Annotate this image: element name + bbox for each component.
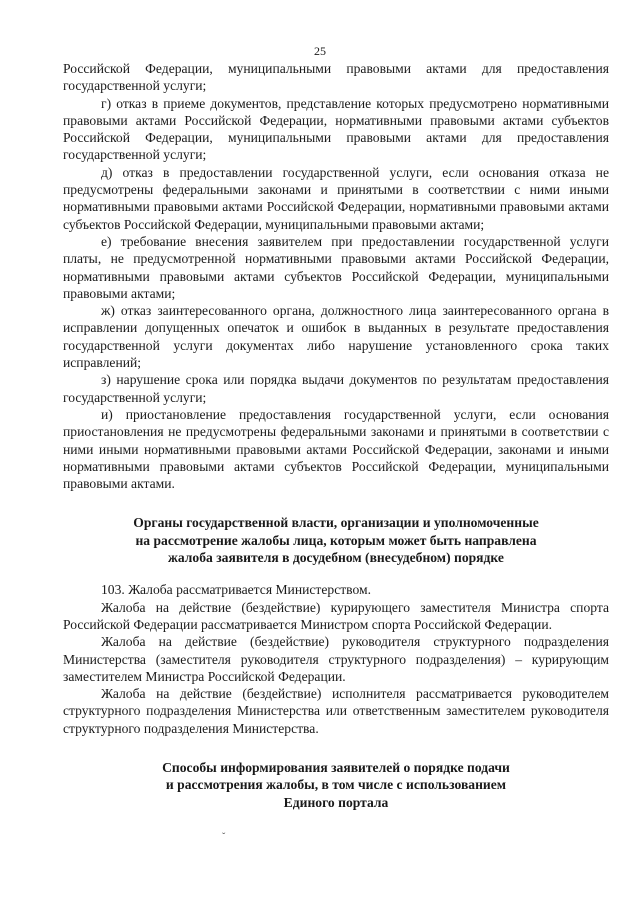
paragraph-item-z: з) нарушение срока или порядка выдачи документов по результатам предоставления государственной услуги; bbox=[63, 372, 609, 405]
spacer bbox=[63, 566, 609, 581]
section-heading-complaint-bodies bbox=[63, 514, 609, 566]
spacer bbox=[63, 737, 609, 759]
paragraph-item-e: е) требование внесения заявителем при предоставлении государственной услуги платы, не предусмотренной нормативными правовыми актами Российской Федерации, нормативными правовыми актами субъектов Российской Федерации, муниципальными правовыми актами; bbox=[63, 233, 609, 301]
page-number: 25 bbox=[314, 44, 326, 58]
paragraph-item-d: д) отказ в предоставлении государственной услуги, если основания отказа не предусмотрены федеральными законами и принятыми в соответствии с ними иными нормативными правовыми актами Российской Федерации, нормативными правовыми актами субъектов Российской Федерации, муниципальными правовыми актами; bbox=[63, 164, 609, 232]
paragraph-deputy-minister: Жалоба на действие (бездействие) курирующего заместителя Министра спорта Российской Федерации рассматривается Министром спорта Российской Федерации. bbox=[63, 599, 609, 632]
section-heading-informing-methods bbox=[63, 759, 609, 811]
heading-line: Способы информирования заявителей о порядке подачи bbox=[162, 759, 510, 775]
heading-line: на рассмотрение жалобы лица, которым может быть направлена bbox=[135, 532, 537, 548]
paragraph-continuation: Российской Федерации, муниципальными правовыми актами для предоставления государственной услуги; bbox=[63, 61, 609, 94]
paragraph-item-zh: ж) отказ заинтересованного органа, должностного лица заинтересованного органа в исправлении допущенных опечаток и ошибок в выданных в результате предоставления государственной услуги документах либо нарушение установленного срока таких исправлений; bbox=[63, 303, 609, 371]
heading-line: Органы государственной власти, организации и уполномоченные bbox=[133, 515, 539, 531]
paragraph-item-g: г) отказ в приеме документов, представление которых предусмотрено нормативными правовыми актами Российской Федерации, нормативными правовыми актами субъектов Российской Федерации, муниципальными правовыми актами для предоставления государственной услуги; bbox=[63, 95, 609, 163]
paragraph-department-head: Жалоба на действие (бездействие) руководителя структурного подразделения Министерства (заместителя руководителя структурного подразделения) – курирующим заместителем Министра Российской Федерации. bbox=[63, 634, 609, 684]
paragraph-executor: Жалоба на действие (бездействие) исполнителя рассматривается руководителем структурного подразделения Министерства или ответственным заместителем руководителя структурного подразделения Министерства. bbox=[63, 686, 609, 736]
spacer bbox=[63, 492, 609, 514]
scan-mark: ˇ bbox=[222, 832, 226, 843]
paragraph-item-i: и) приостановление предоставления государственной услуги, если основания приостановления не предусмотрены федеральными законами и принятыми в соответствии с ними иными нормативными правовыми актами Российской Федерации, законами и иными нормативными правовыми актами субъектов Российской Федерации, муниципальными правовыми актами. bbox=[63, 406, 609, 492]
paragraph-103: 103. Жалоба рассматривается Министерством. bbox=[101, 582, 372, 598]
heading-line: и рассмотрения жалобы, в том числе с использованием bbox=[165, 777, 507, 793]
heading-line: жалоба заявителя в досудебном (внесудебном) порядке bbox=[168, 550, 504, 566]
document-body bbox=[63, 60, 609, 811]
heading-line: Единого портала bbox=[283, 794, 389, 810]
